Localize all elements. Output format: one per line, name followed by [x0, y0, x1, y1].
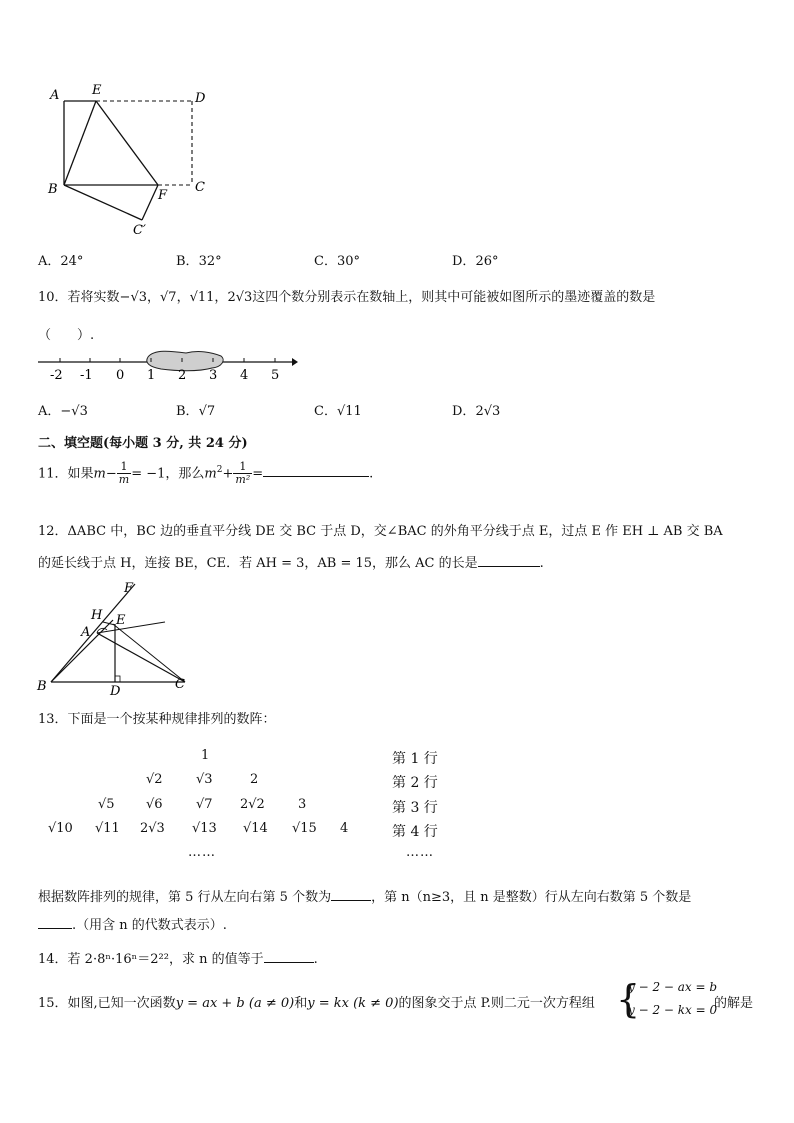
- array-cell: 3: [298, 797, 307, 812]
- q10-option-d: D．2√3: [452, 404, 501, 419]
- array-cell: √5: [98, 797, 115, 812]
- array-cell: 4: [340, 821, 349, 836]
- tick-2: 2: [178, 368, 187, 383]
- label-F: F: [158, 188, 168, 203]
- label-E: E: [116, 613, 126, 628]
- array-cell: √6: [146, 797, 163, 812]
- row-label: 第 1 行: [392, 751, 438, 767]
- array-cell: √13: [192, 821, 217, 836]
- q9-option-c: C．30°: [314, 254, 360, 269]
- q9-option-a: A．24°: [38, 254, 84, 269]
- label-D: D: [110, 684, 121, 696]
- q13-stem: 13．下面是一个按某种规律排列的数阵：: [38, 712, 276, 727]
- q13-question-end: .（用含 n 的代数式表示）.: [38, 914, 227, 933]
- q12-line1: 12．ΔABC 中，BC 边的垂直平分线 DE 交 BC 于点 D，交∠BAC 的外角平分线于点 E，过点 E 作 EH ⊥ AB 交 BA: [38, 524, 723, 539]
- q10-paren: （ ）.: [38, 328, 95, 343]
- label-C: C: [195, 180, 205, 195]
- q13-question: 根据数阵排列的规律，第 5 行从左向右第 5 个数为 ，第 n（n≥3，且 n 是整数）行从左向右数第 5 个数是: [38, 890, 692, 905]
- tick-neg1: -1: [80, 368, 93, 383]
- label-C-prime: C′: [133, 223, 146, 238]
- q15-end: 的解是: [714, 996, 754, 1011]
- array-cell: √14: [243, 821, 268, 836]
- q9-option-d: D．26°: [452, 254, 499, 269]
- q15-stem: 15．如图,已知一次函数y = ax + b (a ≠ 0)和y = kx (k ≠ 0)的图象交于点 P.则二元一次方程组: [38, 996, 595, 1011]
- q12-line2: 的延长线于点 H，连接 BE，CE．若 AH = 3，AB = 15，那么 AC 的长是 .: [38, 556, 544, 571]
- label-B: B: [48, 182, 58, 197]
- array-cell: 2√3: [140, 821, 165, 836]
- section-title: 二、填空题(每小题 3 分, 共 24 分): [38, 436, 248, 451]
- tick-1: 1: [147, 368, 156, 383]
- q14-stem: 14．若 2·8ⁿ·16ⁿ＝2²²，求 n 的值等于 .: [38, 952, 318, 967]
- tick-3: 3: [209, 368, 218, 383]
- figure-folded-rectangle: [40, 80, 230, 240]
- row-label: 第 3 行: [392, 800, 438, 816]
- array-cell: 1: [201, 748, 210, 763]
- array-cell: √3: [196, 772, 213, 787]
- array-cell: √11: [95, 821, 120, 836]
- number-line: [36, 345, 301, 385]
- system-eq1: y − 2 − ax = b: [628, 980, 718, 994]
- label-D: D: [195, 91, 206, 106]
- system-brace: {: [616, 977, 641, 1021]
- system-eq2: y − 2 − kx = 0: [628, 1003, 718, 1017]
- q10-option-b: B．√7: [176, 404, 216, 419]
- q11-stem: 11．如果m− $\frac{1}{m}$ = −1，那么$m^2+$ $\frac{1}{\text{m²}}$ = .: [38, 460, 374, 487]
- figure-triangle-bisector: [35, 578, 200, 696]
- row-label: 第 2 行: [392, 775, 438, 791]
- row-label-dots: ……: [406, 845, 434, 860]
- tick-4: 4: [240, 368, 249, 383]
- q10-stem: 10．若将实数−√3，√7，√11，2√3这四个数分别表示在数轴上，则其中可能被如图所示的墨迹覆盖的数是: [38, 290, 656, 305]
- q10-option-a: A．−√3: [38, 404, 88, 419]
- array-cell: √7: [196, 797, 213, 812]
- q10-option-c: C．√11: [314, 404, 362, 419]
- label-F: F: [124, 581, 134, 596]
- label-B: B: [37, 679, 47, 694]
- array-cell: √2: [146, 772, 163, 787]
- array-dots: ……: [188, 845, 216, 860]
- label-H: H: [91, 608, 103, 623]
- label-E: E: [92, 83, 102, 98]
- label-A: A: [81, 625, 91, 640]
- tick-0: 0: [116, 368, 125, 383]
- q9-option-b: B．32°: [176, 254, 222, 269]
- row-label: 第 4 行: [392, 824, 438, 840]
- array-cell: √15: [292, 821, 317, 836]
- label-C: C: [175, 677, 185, 692]
- array-cell: 2√2: [240, 797, 265, 812]
- array-cell: √10: [48, 821, 73, 836]
- array-cell: 2: [250, 772, 259, 787]
- label-A: A: [50, 88, 60, 103]
- tick-neg2: -2: [50, 368, 63, 383]
- tick-5: 5: [271, 368, 280, 383]
